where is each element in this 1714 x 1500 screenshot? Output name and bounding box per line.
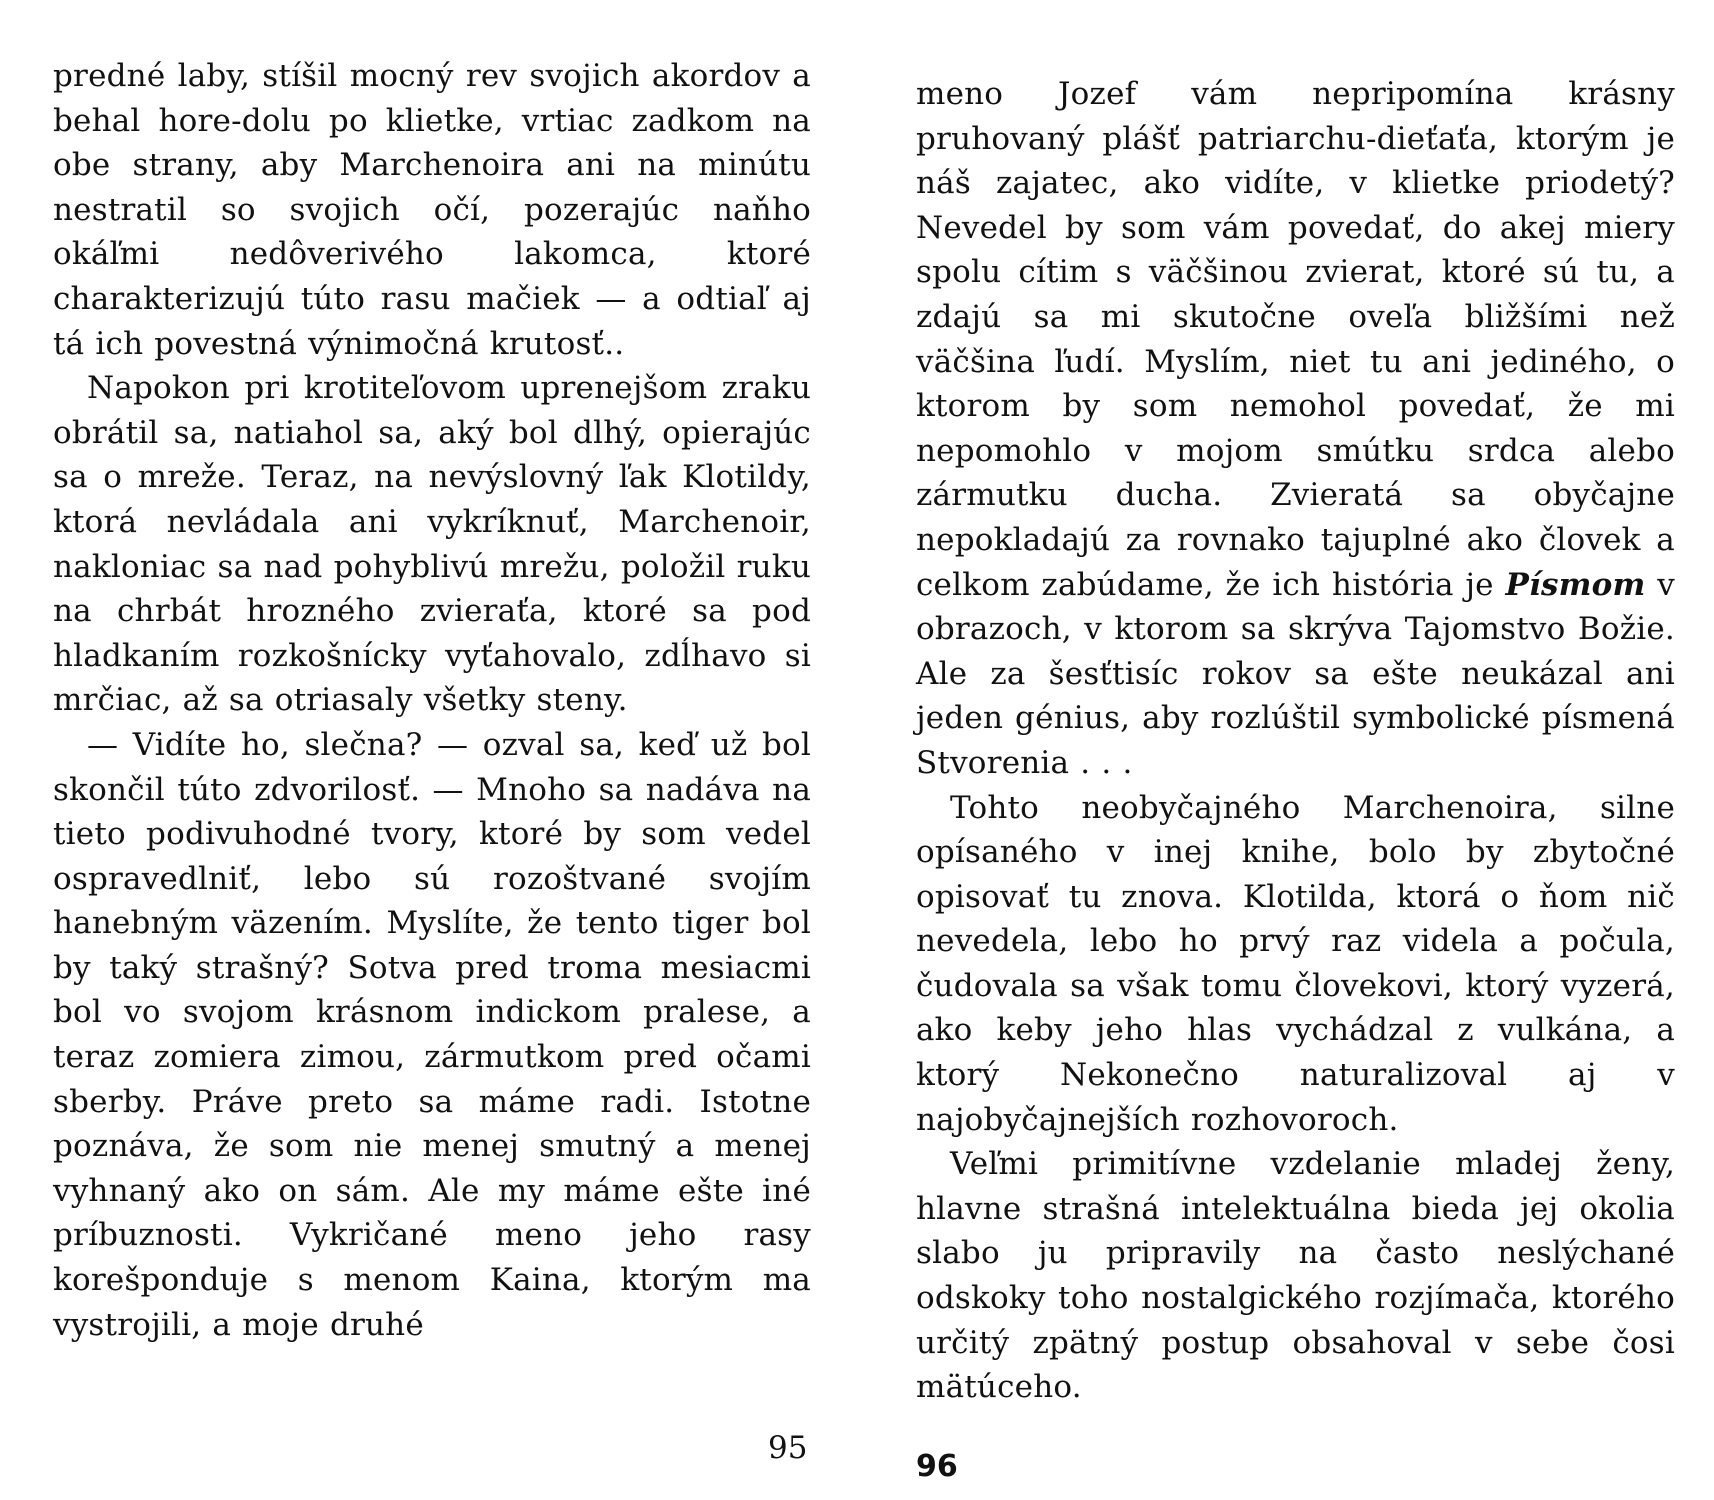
left-paragraph-3: — Vidíte ho, slečna? — ozval sa, keď už bol skončil túto zdvorilosť. — Mnoho sa nadáva na tieto podivuhodné tvory, ktoré by som vedel ospravedlniť, lebo sú rozoštvané svojím hanebným väzením. Myslíte, že tento tiger bol by taký strašný? Sotva pred troma mesiacmi bol vo svojom krásnom indickom pralese, a teraz zomiera zimou, zármutkom pred očami sberby. Práve preto sa máme radi. Istotne poznáva, že som nie menej smutný a menej vyhnaný ako on sám. Ale my máme ešte iné príbuznosti. Vykričané meno jeho rasy korešponduje s menom Kaina, ktorým ma vystrojili, a moje druhé <box>53 726 811 1343</box>
right-page-number: 96 <box>916 1449 958 1484</box>
right-paragraph-1 <box>916 72 1675 786</box>
left-paragraph-2: Napokon pri krotiteľovom uprenejšom zraku obrátil sa, natiahol sa, aký bol dlhý, opierajúc sa o mreže. Teraz, na nevýslovný ľak Klotildy, ktorá nevládala ani vykríknuť, Marchenoir, nakloniac sa nad pohyblivú mrežu, položil ruku na chrbát hrozného zvieraťa, ktoré sa pod hladkaním rozkošnícky vyťahovalo, zdĺhavo si mrčiac, až sa otriasaly všetky steny. <box>53 370 811 719</box>
italic-word-pismom: Písmom <box>1505 566 1646 603</box>
right-page-text <box>916 72 1675 1410</box>
left-paragraph-1: predné laby, stíšil mocný rev svojich akordov a behal hore-dolu po klietke, vrtiac zadkom na obe strany, aby Marchenoira ani na minútu nestratil so svojich očí, pozerajúc naňho okáľmi nedôverivého lakomca, ktoré charakterizujú túto rasu mačiek — a odtiaľ aj tá ich povestná výnimočná krutosť.. <box>53 58 811 362</box>
right-paragraph-2: Tohto neobyčajného Marchenoira, silne opísaného v inej knihe, bolo by zbytočné opisovať tu znova. Klotilda, ktorá o ňom nič nevedela, lebo ho prvý raz videla a počula, čudovala sa však tomu človekovi, ktorý vyzerá, ako keby jeho hlas vychádzal z vulkána, a ktorý Nekonečno naturalizoval aj v najobyčajnejších rozhovoroch. <box>916 789 1675 1138</box>
right-page <box>857 0 1714 1500</box>
left-page-text <box>53 54 811 1347</box>
left-page-number: 95 <box>768 1430 808 1466</box>
right-paragraph-3: Veľmi primitívne vzdelanie mladej ženy, hlavne strašná intelektuálna bieda jej okolia slabo ju pripravily na často neslýchané odskoky toho nostalgického rozjímača, ktorého určitý zpätný postup obsahoval v sebe čosi mätúceho. <box>916 1146 1675 1406</box>
right-paragraph-1-end: v obrazoch, v ktorom sa skrýva Tajomstvo Božie. Ale za šesťtisíc rokov sa ešte neukázal ani jeden génius, aby rozlúštil symbolické písmená Stvorenia . . . <box>916 566 1675 781</box>
right-paragraph-1-start: meno Jozef vám nepripomína krásny pruhovaný plášť patriarchu-dieťaťa, ktorým je náš zajatec, ako vidíte, v klietke priodetý? Nevedel by som vám povedať, do akej miery spolu cítim s väčšinou zvierat, ktoré sú tu, a zdajú sa mi skutočne oveľa bližšími než väčšina ľudí. Myslím, niet tu ani jediného, o ktorom by som nemohol povedať, že mi nepomohlo v mojom smútku srdca alebo zármutku ducha. Zvieratá sa obyčajne nepokladajú za rovnako tajuplné ako človek a celkom zabúdame, že ich história je <box>916 76 1675 603</box>
